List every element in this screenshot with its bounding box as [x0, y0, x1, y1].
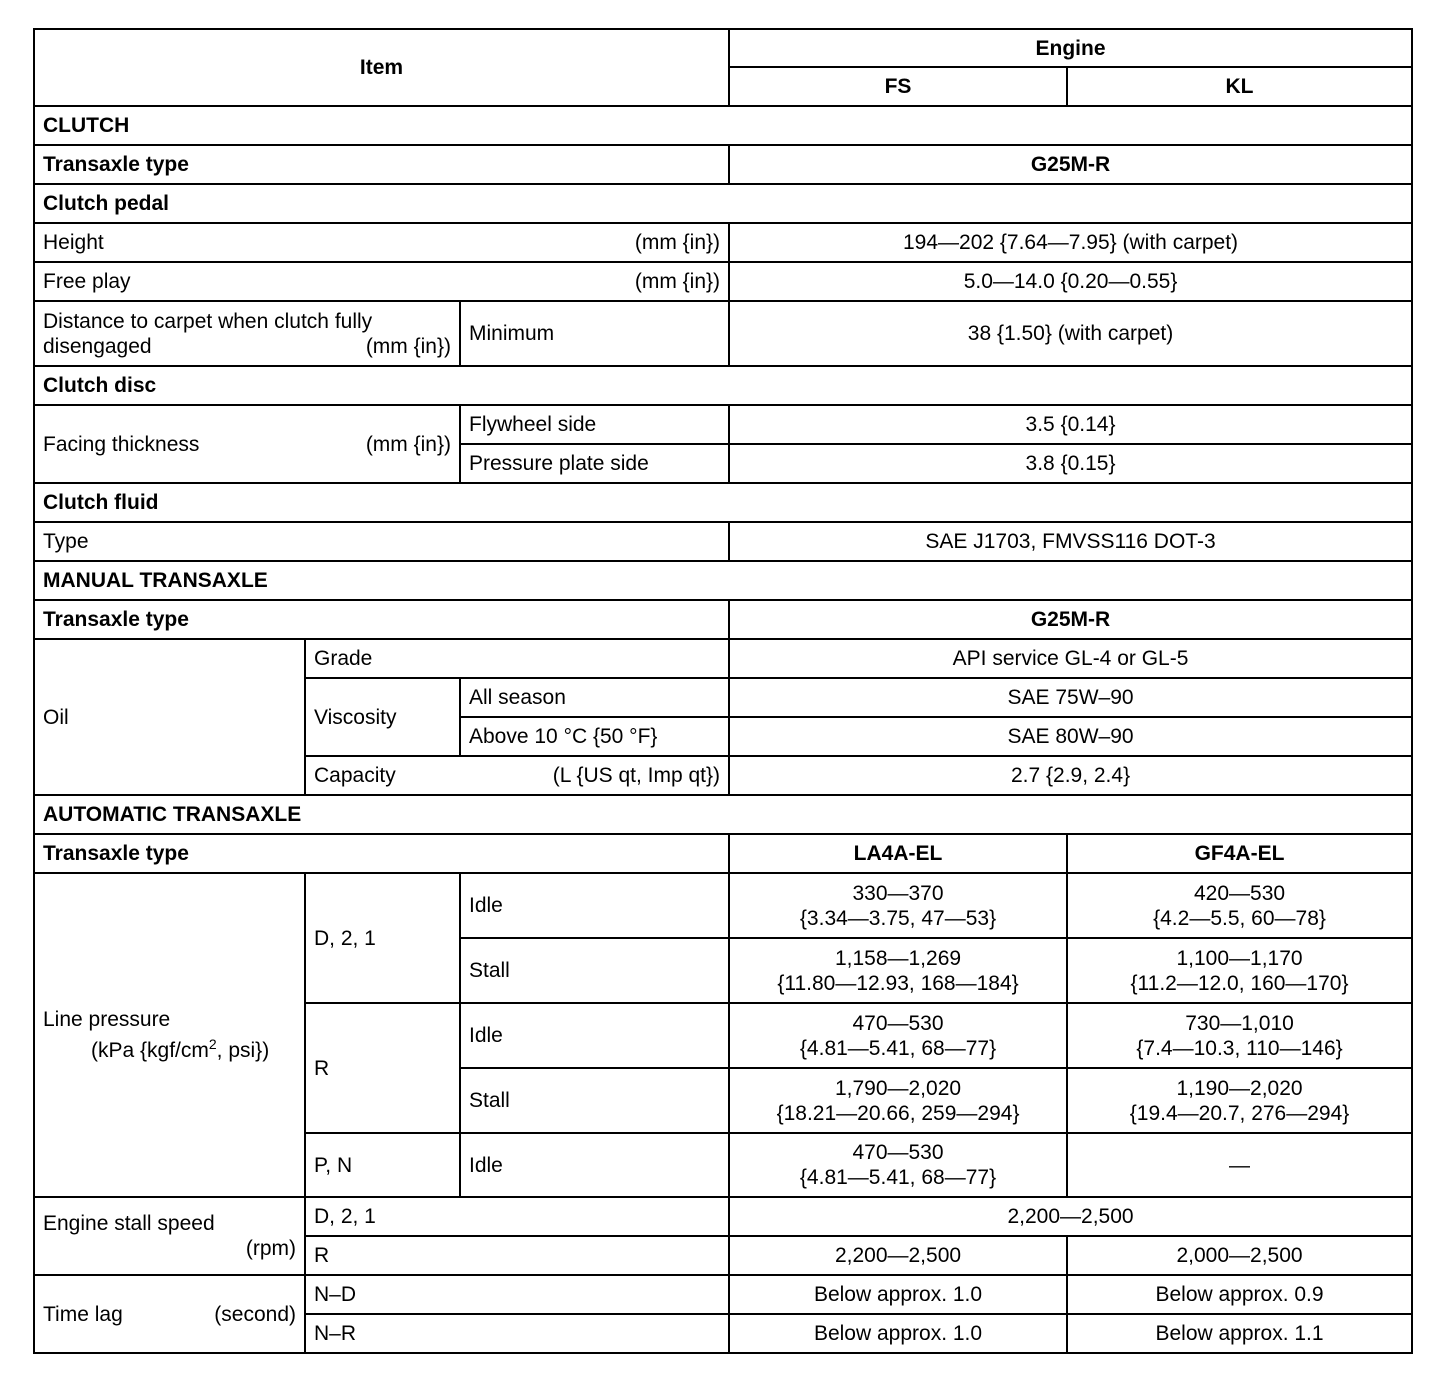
capacity-label: Capacity — [314, 764, 396, 787]
distance-unit: (mm {in}) — [365, 334, 451, 358]
all-season-label: All season — [460, 678, 729, 717]
facing-unit: (mm {in}) — [365, 432, 451, 456]
fs-header: FS — [729, 67, 1067, 106]
stall-speed-d21-value: 2,200—2,500 — [729, 1197, 1412, 1236]
free-play-value: 5.0—14.0 {0.20—0.55} — [729, 262, 1412, 301]
stall-speed-unit: (rpm) — [245, 1237, 296, 1260]
r-stall-gf-value: 1,190—2,020 {19.4—20.7, 276—294} — [1067, 1068, 1412, 1133]
nr-la-value: Below approx. 1.0 — [729, 1314, 1067, 1353]
grade-value: API service GL-4 or GL-5 — [729, 639, 1412, 678]
automatic-transaxle-type-label: Transaxle type — [34, 834, 729, 873]
manual-section-title: MANUAL TRANSAXLE — [34, 561, 1412, 600]
flywheel-value: 3.5 {0.14} — [729, 405, 1412, 444]
pn-idle-gf-value: — — [1067, 1133, 1412, 1197]
automatic-section-row — [34, 795, 1412, 834]
free-play-label-cell — [34, 262, 729, 301]
stall-speed-label-cell — [34, 1197, 305, 1275]
clutch-section-title: CLUTCH — [34, 106, 1412, 145]
free-play-unit: (mm {in}) — [634, 270, 721, 293]
r-label: R — [305, 1003, 460, 1133]
stall-speed-r-gf-value: 2,000—2,500 — [1067, 1236, 1412, 1275]
clutch-transaxle-type-row — [34, 145, 1412, 184]
clutch-pedal-row — [34, 184, 1412, 223]
pn-idle-label: Idle — [460, 1133, 729, 1197]
pressure-plate-label: Pressure plate side — [460, 444, 729, 483]
clutch-disc-title: Clutch disc — [34, 366, 1412, 405]
flywheel-row — [34, 405, 1412, 444]
pn-idle-la-value: 470—530 {4.81—5.41, 68—77} — [729, 1133, 1067, 1197]
grade-label: Grade — [305, 639, 729, 678]
clutch-pedal-title: Clutch pedal — [34, 184, 1412, 223]
specification-table — [33, 28, 1413, 1354]
distance-sub-label: Minimum — [460, 301, 729, 366]
pn-label: P, N — [305, 1133, 460, 1197]
clutch-transaxle-type-label: Transaxle type — [34, 145, 729, 184]
height-label-cell — [34, 223, 729, 262]
d21-stall-gf-value: 1,100—1,170 {11.2—12.0, 160—170} — [1067, 938, 1412, 1003]
facing-label: Facing thickness — [43, 432, 200, 456]
header-row — [34, 29, 1412, 67]
height-unit: (mm {in}) — [634, 231, 721, 254]
distance-label-line1: Distance to carpet when clutch fully — [43, 309, 373, 333]
distance-row — [34, 301, 1412, 366]
all-season-value: SAE 75W–90 — [729, 678, 1412, 717]
distance-label-line2: disengaged — [43, 334, 152, 358]
stall-speed-d21-row — [34, 1197, 1412, 1236]
d21-idle-label: Idle — [460, 873, 729, 938]
d21-idle-la-value: 330—370 {3.34—3.75, 47—53} — [729, 873, 1067, 938]
la4a-header: LA4A-EL — [729, 834, 1067, 873]
fluid-type-row — [34, 522, 1412, 561]
manual-section-row — [34, 561, 1412, 600]
capacity-unit: (L {US qt, Imp qt}) — [552, 764, 721, 787]
stall-speed-r-label: R — [305, 1236, 729, 1275]
above-value: SAE 80W–90 — [729, 717, 1412, 756]
clutch-fluid-row — [34, 483, 1412, 522]
fluid-type-value: SAE J1703, FMVSS116 DOT-3 — [729, 522, 1412, 561]
d21-idle-row — [34, 873, 1412, 938]
nr-label: N–R — [305, 1314, 729, 1353]
free-play-label: Free play — [43, 270, 131, 293]
stall-speed-r-la-value: 2,200—2,500 — [729, 1236, 1067, 1275]
nd-la-value: Below approx. 1.0 — [729, 1275, 1067, 1314]
manual-transaxle-type-row — [34, 600, 1412, 639]
automatic-transaxle-type-row — [34, 834, 1412, 873]
nd-label: N–D — [305, 1275, 729, 1314]
fluid-type-label: Type — [34, 522, 729, 561]
oil-label: Oil — [34, 639, 305, 795]
gf4a-header: GF4A-EL — [1067, 834, 1412, 873]
kl-header: KL — [1067, 67, 1412, 106]
height-value: 194—202 {7.64—7.95} (with carpet) — [729, 223, 1412, 262]
capacity-value: 2.7 {2.9, 2.4} — [729, 756, 1412, 795]
nr-gf-value: Below approx. 1.1 — [1067, 1314, 1412, 1353]
item-header: Item — [34, 29, 729, 106]
clutch-disc-row — [34, 366, 1412, 405]
d21-stall-la-value: 1,158—1,269 {11.80—12.93, 168—184} — [729, 938, 1067, 1003]
manual-transaxle-type-label: Transaxle type — [34, 600, 729, 639]
r-idle-label: Idle — [460, 1003, 729, 1068]
r-idle-la-value: 470—530 {4.81—5.41, 68—77} — [729, 1003, 1067, 1068]
time-lag-nd-row — [34, 1275, 1412, 1314]
line-pressure-label-cell — [34, 873, 305, 1197]
stall-speed-label: Engine stall speed — [43, 1212, 215, 1235]
manual-transaxle-type-value: G25M-R — [729, 600, 1412, 639]
line-pressure-label: Line pressure — [43, 1008, 171, 1031]
viscosity-label: Viscosity — [305, 678, 460, 756]
distance-label-cell — [34, 301, 460, 366]
clutch-transaxle-type-value: G25M-R — [729, 145, 1412, 184]
height-row — [34, 223, 1412, 262]
clutch-fluid-title: Clutch fluid — [34, 483, 1412, 522]
clutch-section-row — [34, 106, 1412, 145]
free-play-row — [34, 262, 1412, 301]
facing-label-cell — [34, 405, 460, 483]
time-lag-unit: (second) — [214, 1302, 296, 1326]
above-label: Above 10 °C {50 °F} — [460, 717, 729, 756]
distance-value: 38 {1.50} (with carpet) — [729, 301, 1412, 366]
height-label: Height — [43, 231, 104, 254]
nd-gf-value: Below approx. 0.9 — [1067, 1275, 1412, 1314]
stall-speed-d21-label: D, 2, 1 — [305, 1197, 729, 1236]
pressure-plate-value: 3.8 {0.15} — [729, 444, 1412, 483]
r-stall-la-value: 1,790—2,020 {18.21—20.66, 259—294} — [729, 1068, 1067, 1133]
time-lag-label-cell — [34, 1275, 305, 1353]
r-idle-gf-value: 730—1,010 {7.4—10.3, 110—146} — [1067, 1003, 1412, 1068]
d21-label: D, 2, 1 — [305, 873, 460, 1003]
time-lag-label: Time lag — [43, 1302, 123, 1326]
d21-idle-gf-value: 420—530 {4.2—5.5, 60—78} — [1067, 873, 1412, 938]
capacity-label-cell — [305, 756, 729, 795]
r-stall-label: Stall — [460, 1068, 729, 1133]
engine-header: Engine — [729, 29, 1412, 67]
d21-stall-label: Stall — [460, 938, 729, 1003]
line-pressure-unit: (kPa {$kgf/cm^2$, psi}) — [91, 1036, 270, 1062]
flywheel-label: Flywheel side — [460, 405, 729, 444]
grade-row — [34, 639, 1412, 678]
automatic-section-title: AUTOMATIC TRANSAXLE — [34, 795, 1412, 834]
